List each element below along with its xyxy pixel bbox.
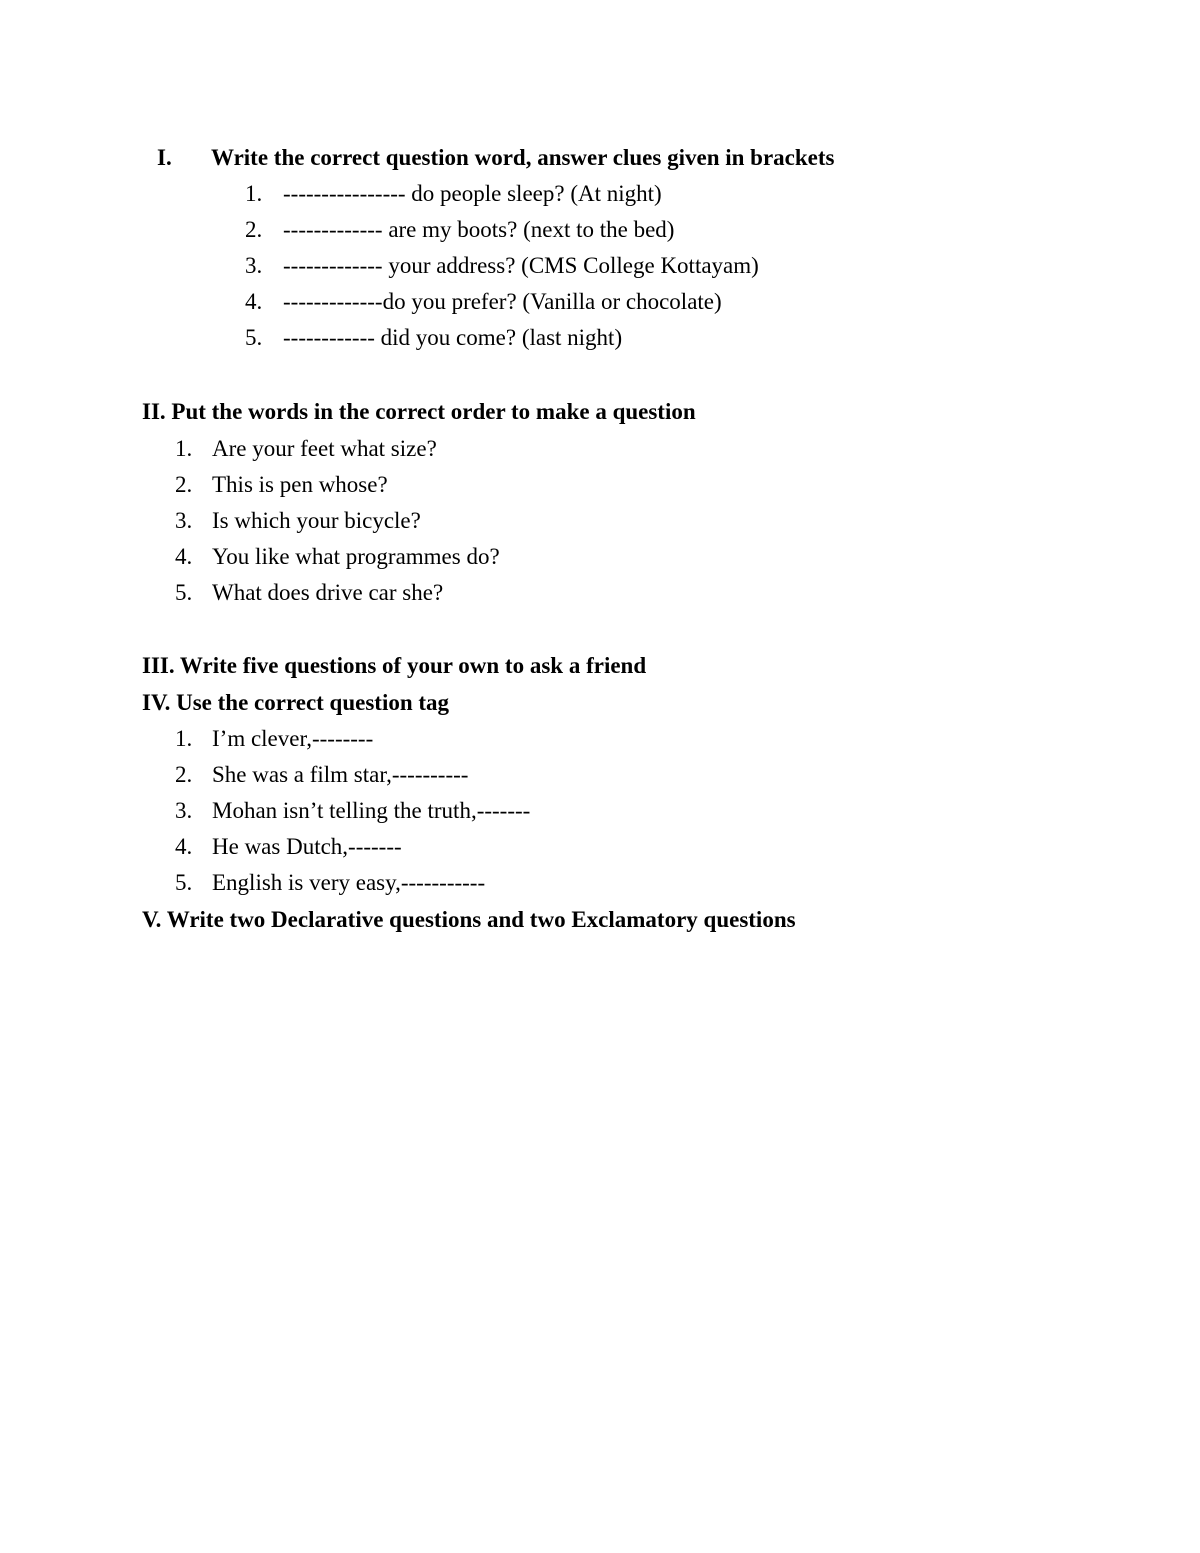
item-number: 4. bbox=[175, 544, 193, 569]
item-text: ---------------- do people sleep? (At night) bbox=[283, 181, 662, 206]
item-text: English is very easy,----------- bbox=[212, 870, 486, 895]
section-1-heading bbox=[157, 140, 834, 176]
item-number: 4. bbox=[245, 289, 263, 314]
item-number: 1. bbox=[175, 436, 193, 461]
item-number: 3. bbox=[175, 508, 193, 533]
item-number: 3. bbox=[245, 253, 263, 278]
item-number: 5. bbox=[175, 870, 193, 895]
item-text: ------------ did you come? (last night) bbox=[283, 325, 623, 350]
item-number: 2. bbox=[175, 472, 193, 497]
item-text: Is which your bicycle? bbox=[212, 508, 421, 533]
section-3-heading: III. Write five questions of your own to ask a friend bbox=[142, 653, 647, 678]
section-4-heading: IV. Use the correct question tag bbox=[142, 690, 450, 715]
item-text: Are your feet what size? bbox=[212, 436, 437, 461]
item-text: Mohan isn’t telling the truth,------- bbox=[212, 798, 531, 823]
item-text: What does drive car she? bbox=[212, 580, 444, 605]
item-text: ------------- your address? (CMS College Kottayam) bbox=[283, 253, 759, 278]
item-text: ------------- are my boots? (next to the bed) bbox=[283, 217, 675, 242]
item-number: 5. bbox=[175, 580, 193, 605]
item-text: I’m clever,-------- bbox=[212, 726, 374, 751]
item-text: -------------do you prefer? (Vanilla or chocolate) bbox=[283, 289, 722, 314]
item-number: 5. bbox=[245, 325, 263, 350]
item-number: 2. bbox=[245, 217, 263, 242]
item-text: He was Dutch,------- bbox=[212, 834, 402, 859]
item-text: She was a film star,---------- bbox=[212, 762, 469, 787]
section-1-title: Write the correct question word, answer clues given in brackets bbox=[211, 145, 835, 170]
section-2-heading: II. Put the words in the correct order to make a question bbox=[142, 399, 696, 424]
item-number: 2. bbox=[175, 762, 193, 787]
section-1-numeral: I. bbox=[157, 145, 172, 170]
item-number: 4. bbox=[175, 834, 193, 859]
item-text: This is pen whose? bbox=[212, 472, 388, 497]
item-number: 1. bbox=[175, 726, 193, 751]
section-5-heading: V. Write two Declarative questions and two Exclamatory questions bbox=[142, 907, 796, 932]
item-number: 1. bbox=[245, 181, 263, 206]
item-text: You like what programmes do? bbox=[212, 544, 500, 569]
item-number: 3. bbox=[175, 798, 193, 823]
